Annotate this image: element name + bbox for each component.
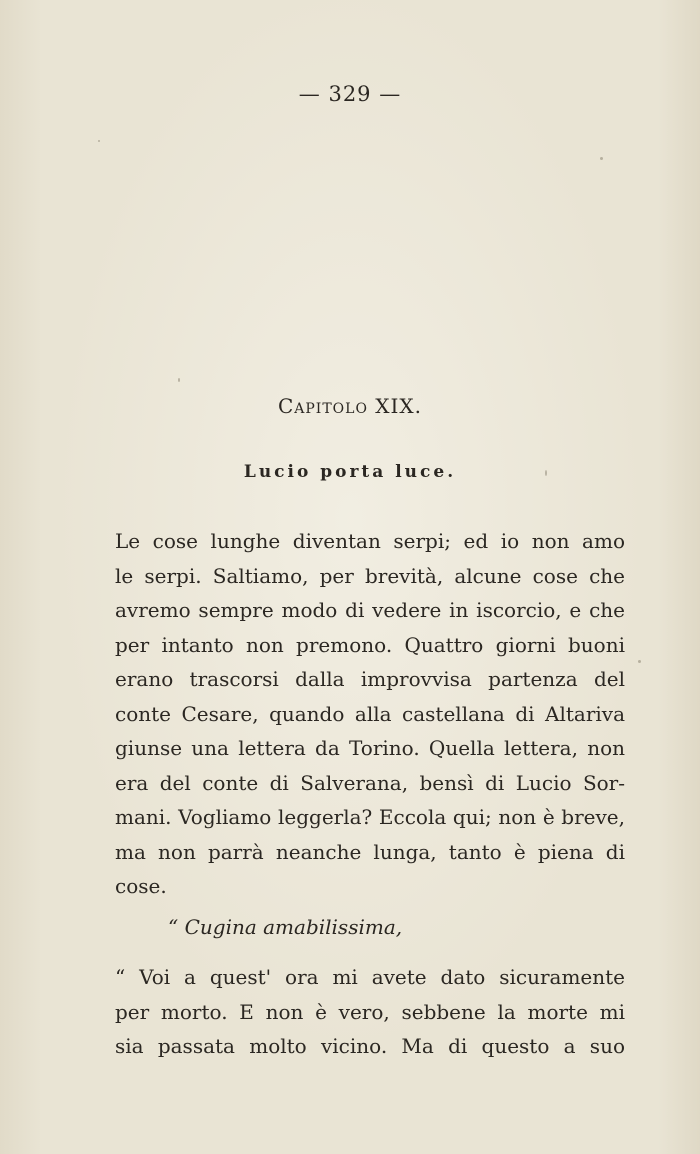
text-line: le serpi. Saltiamo, per brevità, alcune cose che [115,563,625,588]
text-line: erano trascorsi dalla improvvisa partenza del [115,667,625,691]
text-line: mani. Vogliamo leggerla? Eccola qui; non è breve, [115,805,625,829]
chapter-heading: Capitolo XIX. [277,394,423,418]
paper-speck [600,157,603,160]
paragraph-1 [115,524,625,904]
text-line: era del conte di Salverana, bensì di Lucio Sor- [115,770,625,795]
text-line: per morto. E non è vero, sebbene la morte mi [115,999,625,1024]
text-line: avremo sempre modo di vedere in iscorcio, e che [115,598,625,622]
paragraph-2 [115,960,625,1064]
text-line: giunse una lettera da Torino. Quella lettera, non [115,736,625,760]
text-line: “ Voi a quest' ora mi avete dato sicuramente [115,965,625,989]
text-line: sia passata molto vicino. Ma di questo a suo [115,1034,625,1058]
paper-speck [638,660,641,663]
text-line: cose. [115,874,167,898]
chapter-title: Lucio porta luce. [243,462,457,482]
text-line: per intanto non premono. Quattro giorni buoni [115,632,625,657]
text-line: ma non parrà neanche lunga, tanto è piena di [115,839,625,864]
letter-salutation: “ Cugina amabilissima, [168,915,403,939]
text-line: conte Cesare, quando alla castellana di Altariva [115,701,625,726]
paper-speck [178,378,180,382]
page-number: — 329 — [298,82,402,106]
paper-speck [98,140,100,142]
text-line: Le cose lunghe diventan serpi; ed io non amo [115,529,625,553]
paper-speck [545,470,547,476]
